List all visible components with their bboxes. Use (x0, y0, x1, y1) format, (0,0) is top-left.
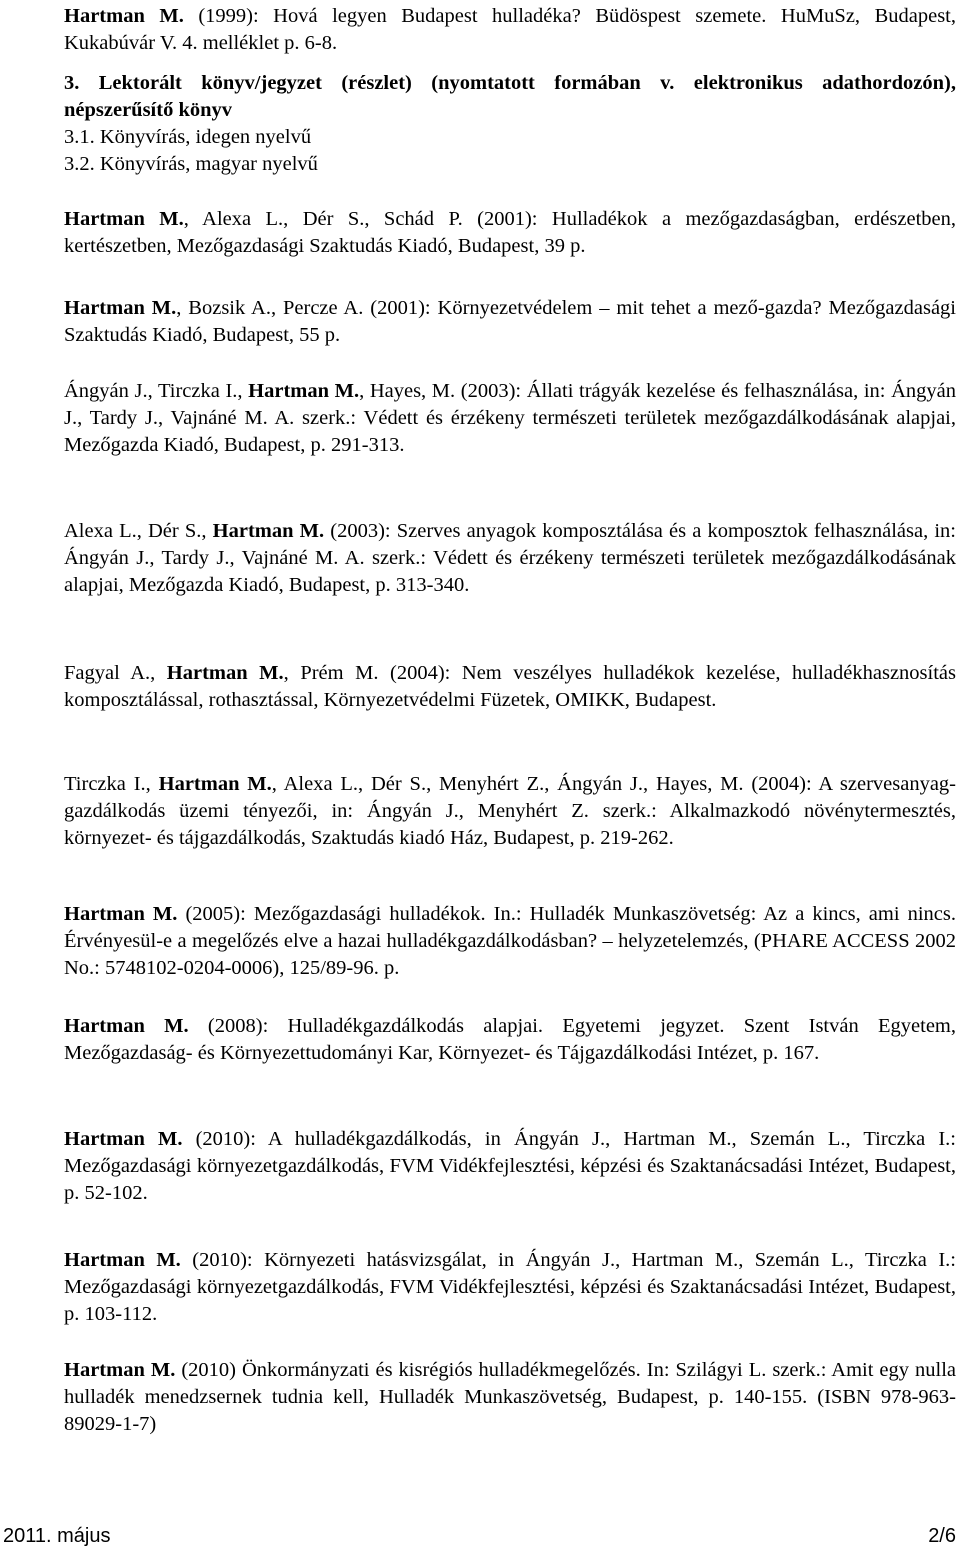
reference-entry-1999: Hartman M. (1999): Hová legyen Budapest hulladéka? Büdöspest szemete. HuMuSz, Budapest, Kukabúvár V. 4. melléklet p. 6-8. (64, 5, 956, 54)
reference-entry: Hartman M. (2010): A hulladékgazdálkodás, in Ángyán J., Hartman M., Szemán L., Tirczka I.: Mezőgazdasági környezetgazdálkodás, FVM Vidékfejlesztési, képzési és Szaktanácsadási Intézet, Budapest, p. 52-102. (64, 1128, 956, 1204)
reference-entry: Ángyán J., Tirczka I., Hartman M., Hayes, M. (2003): Állati trágyák kezelése és felhasználása, in: Ángyán J., Tardy J., Vajnáné M. A. szerk.: Védett és érzékeny természeti területek mezőgazdálkodásának alapjai, Mezőgazda Kiadó, Budapest, p. 291-313. (64, 380, 956, 456)
reference-entry: Hartman M., Alexa L., Dér S., Schád P. (2001): Hulladékok a mezőgazdaságban, erdészetben, kertészetben, Mezőgazdasági Szaktudás Kiadó, Budapest, 39 p. (64, 208, 956, 257)
reference-entry: Fagyal A., Hartman M., Prém M. (2004): Nem veszélyes hulladékok kezelése, hulladékhasznosítás komposztálással, rothasztással, Környezetvédelmi Füzetek, OMIKK, Budapest. (64, 662, 957, 711)
section-heading: 3. Lektorált könyv/jegyzet (részlet) (nyomtatott formában v. elektronikus adathordozón), népszerűsítő könyv (64, 72, 956, 121)
author-bold: Hartman M. (64, 5, 184, 27)
footer-date: 2011. május (3, 1525, 111, 1547)
reference-entry: Hartman M. (2010) Önkormányzati és kisrégiós hulladékmegelőzés. In: Szilágyi L. szerk.: Amit egy nulla hulladék menedzsernek tudnia kell, Hulladék Munkaszövetség, Budapest, p. 140-155. (ISBN 978-963-89029-1-7) (64, 1359, 956, 1435)
reference-entry: Alexa L., Dér S., Hartman M. (2003): Szerves anyagok komposztálása és a komposztok felhasználása, in: Ángyán J., Tardy J., Vajnáné M. A. szerk.: Védett és érzékeny természeti területek mezőgazdálkodásának alapjai, Mezőgazda Kiadó, Budapest, p. 313-340. (64, 520, 957, 596)
footer-page-number: 2/6 (928, 1525, 956, 1547)
reference-entry: Hartman M., Bozsik A., Percze A. (2001): Környezetvédelem – mit tehet a mező-gazda? Mezőgazdasági Szaktudás Kiadó, Budapest, 55 p. (64, 297, 956, 346)
subsection-foreign-language: 3.1. Könyvírás, idegen nyelvű (64, 126, 312, 148)
reference-entry: Hartman M. (2008): Hulladékgazdálkodás alapjai. Egyetemi jegyzet. Szent István Egyetem, Mezőgazdaság- és Környezettudományi Kar, Környezet- és Tájgazdálkodási Intézet, p. 167. (64, 1015, 956, 1064)
reference-entry: Tirczka I., Hartman M., Alexa L., Dér S., Menyhért Z., Ángyán J., Hayes, M. (2004): A szervesanyag-gazdálkodás üzemi tényezői, in: Ángyán J., Menyhért Z. szerk.: Alkalmazkodó növénytermesztés, környezet- és tájgazdálkodás, Szaktudás kiadó Ház, Budapest, p. 219-262. (64, 773, 956, 849)
reference-entry: Hartman M. (2005): Mezőgazdasági hulladékok. In.: Hulladék Munkaszövetség: Az a kincs, ami nincs. Érvényesül-e a megelőzés elve a hazai hulladékgazdálkodásban? – helyzetelemzés, (PHARE ACCESS 2002 No.: 5748102-0204-0006), 125/89-96. p. (64, 903, 956, 979)
subsection-hungarian-language: 3.2. Könyvírás, magyar nyelvű (64, 153, 318, 175)
reference-entry: Hartman M. (2010): Környezeti hatásvizsgálat, in Ángyán J., Hartman M., Szemán L., Tirczka I.: Mezőgazdasági környezetgazdálkodás, FVM Vidékfejlesztési, képzési és Szaktanácsadási Intézet, Budapest, p. 103-112. (64, 1249, 956, 1325)
